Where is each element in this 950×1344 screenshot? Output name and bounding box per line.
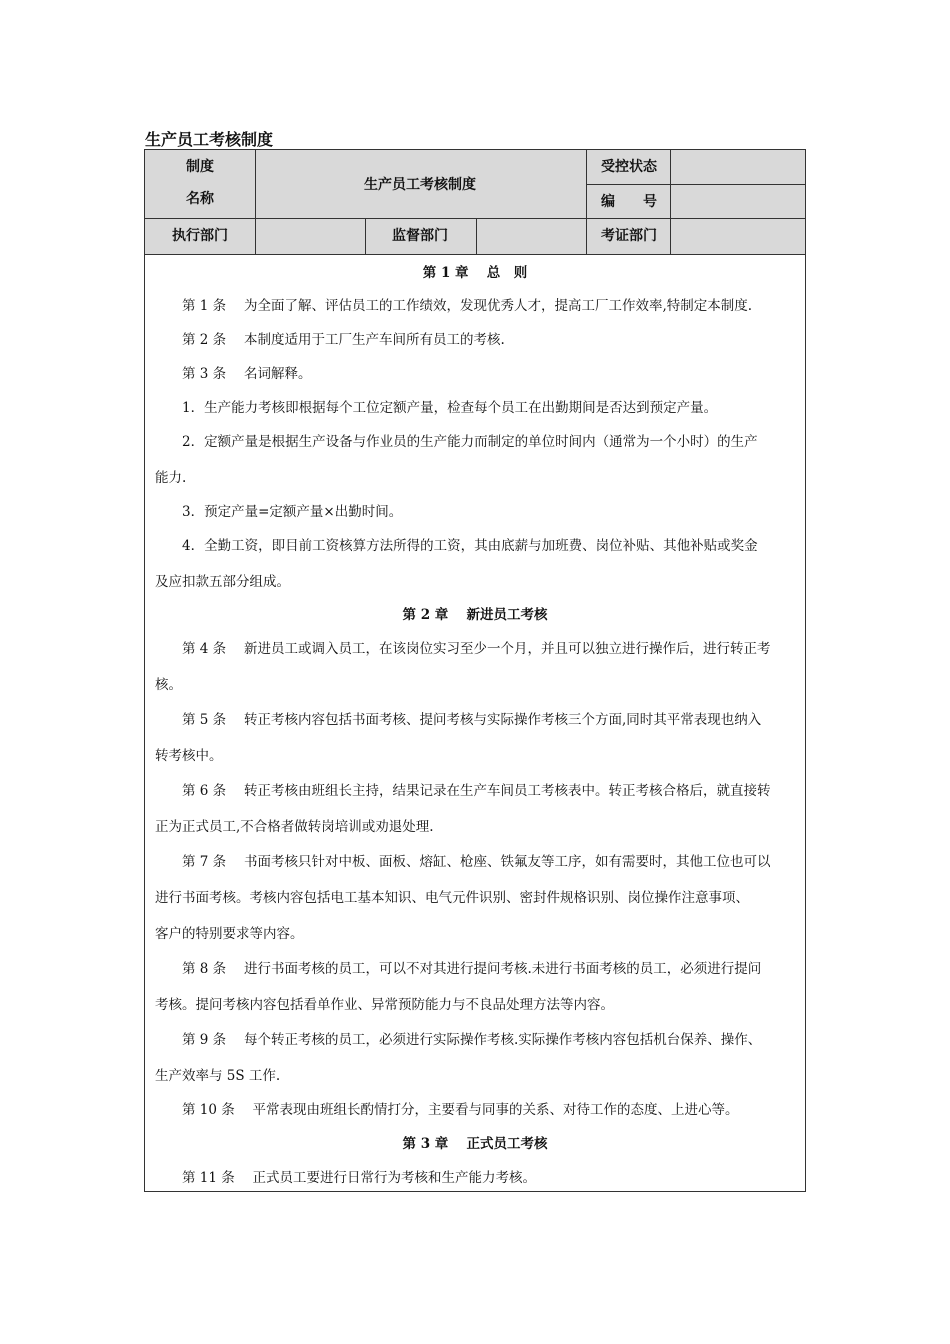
- article-1: 第 1 条 为全面了解、评估员工的工作绩效，发现优秀人才，提高工厂工作效率,特制定本制度.: [182, 298, 753, 314]
- article-6-line1: 第 6 条 转正考核由班组长主持，结果记录在生产车间员工考核表中。转正考核合格后，就直接转: [182, 783, 771, 799]
- definition-2-line2: 能力.: [155, 470, 187, 486]
- article-9-line2: 生产效率与 5S 工作.: [155, 1068, 281, 1084]
- article-4-line2: 核。: [155, 677, 182, 693]
- article-2: 第 2 条 本制度适用于工厂生产车间所有员工的考核.: [182, 332, 505, 348]
- article-5-line2: 转考核中。: [155, 748, 223, 764]
- exec-label: 执行部门: [172, 228, 228, 244]
- supervise-value-cell: [477, 219, 587, 255]
- verify-label-cell: [587, 219, 671, 255]
- control-label-cell: [587, 150, 671, 185]
- exec-value-cell: [256, 219, 366, 255]
- article-8-line1: 第 8 条 进行书面考核的员工，可以不对其进行提问考核.未进行书面考核的员工，必须进行提问: [182, 961, 762, 977]
- supervise-label: 监督部门: [392, 228, 448, 244]
- chapter-3-heading: 第 3 章 正式员工考核: [402, 1136, 548, 1152]
- verify-label: 考证部门: [601, 228, 657, 244]
- control-label: 受控状态: [601, 159, 657, 175]
- article-7-line2: 进行书面考核。考核内容包括电工基本知识、电气元件识别、密封件规格识别、岗位操作注意事项、: [155, 890, 749, 906]
- exec-label-cell: [145, 219, 256, 255]
- article-7-line3: 客户的特别要求等内容。: [155, 926, 304, 942]
- regulation-form: [144, 149, 806, 1192]
- number-value-cell: [671, 185, 805, 219]
- name-label-line2: 名称: [186, 191, 214, 207]
- article-4-line1: 第 4 条 新进员工或调入员工，在该岗位实习至少一个月，并且可以独立进行操作后，进行转正考: [182, 641, 771, 657]
- definition-1: 1．生产能力考核即根据每个工位定额产量，检查每个员工在出勤期间是否达到预定产量。: [182, 400, 718, 416]
- article-6-line2: 正为正式员工,不合格者做转岗培训或劝退处理.: [155, 819, 434, 835]
- number-label: 编 号: [601, 194, 657, 210]
- chapter-1-heading: 第 1 章 总 则: [422, 265, 528, 281]
- article-10: 第 10 条 平常表现由班组长酌情打分，主要看与同事的关系、对待工作的态度、上进心等。: [182, 1102, 739, 1118]
- control-value-cell: [671, 150, 805, 185]
- document-title: 生产员工考核制度: [145, 130, 274, 149]
- article-11: 第 11 条 正式员工要进行日常行为考核和生产能力考核。: [182, 1170, 537, 1186]
- definition-3: 3．预定产量=定额产量×出勤时间。: [182, 504, 403, 520]
- name-label-cell: [145, 150, 256, 219]
- definition-2-line1: 2．定额产量是根据生产设备与作业员的生产能力而制定的单位时间内（通常为一个小时）的生产: [182, 434, 758, 450]
- verify-value-cell: [671, 219, 805, 255]
- article-9-line1: 第 9 条 每个转正考核的员工，必须进行实际操作考核.实际操作考核内容包括机台保养、操作、: [182, 1032, 762, 1048]
- name-label-line1: 制度: [186, 159, 214, 175]
- article-5-line1: 第 5 条 转正考核内容包括书面考核、提问考核与实际操作考核三个方面,同时其平常表现也纳入: [182, 712, 762, 728]
- definition-4-line2: 及应扣款五部分组成。: [155, 574, 290, 590]
- article-3: 第 3 条 名词解释。: [182, 366, 312, 382]
- name-value-cell: [256, 150, 587, 219]
- chapter-2-heading: 第 2 章 新进员工考核: [402, 607, 548, 623]
- name-value: 生产员工考核制度: [364, 177, 476, 193]
- article-7-line1: 第 7 条 书面考核只针对中板、面板、熔缸、枪座、铁氟友等工序，如有需要时，其他工位也可以: [182, 854, 771, 870]
- number-label-cell: [587, 185, 671, 219]
- article-8-line2: 考核。提问考核内容包括看单作业、异常预防能力与不良品处理方法等内容。: [155, 997, 614, 1013]
- definition-4-line1: 4．全勤工资，即目前工资核算方法所得的工资，其由底薪与加班费、岗位补贴、其他补贴或奖金: [182, 538, 758, 554]
- supervise-label-cell: [366, 219, 477, 255]
